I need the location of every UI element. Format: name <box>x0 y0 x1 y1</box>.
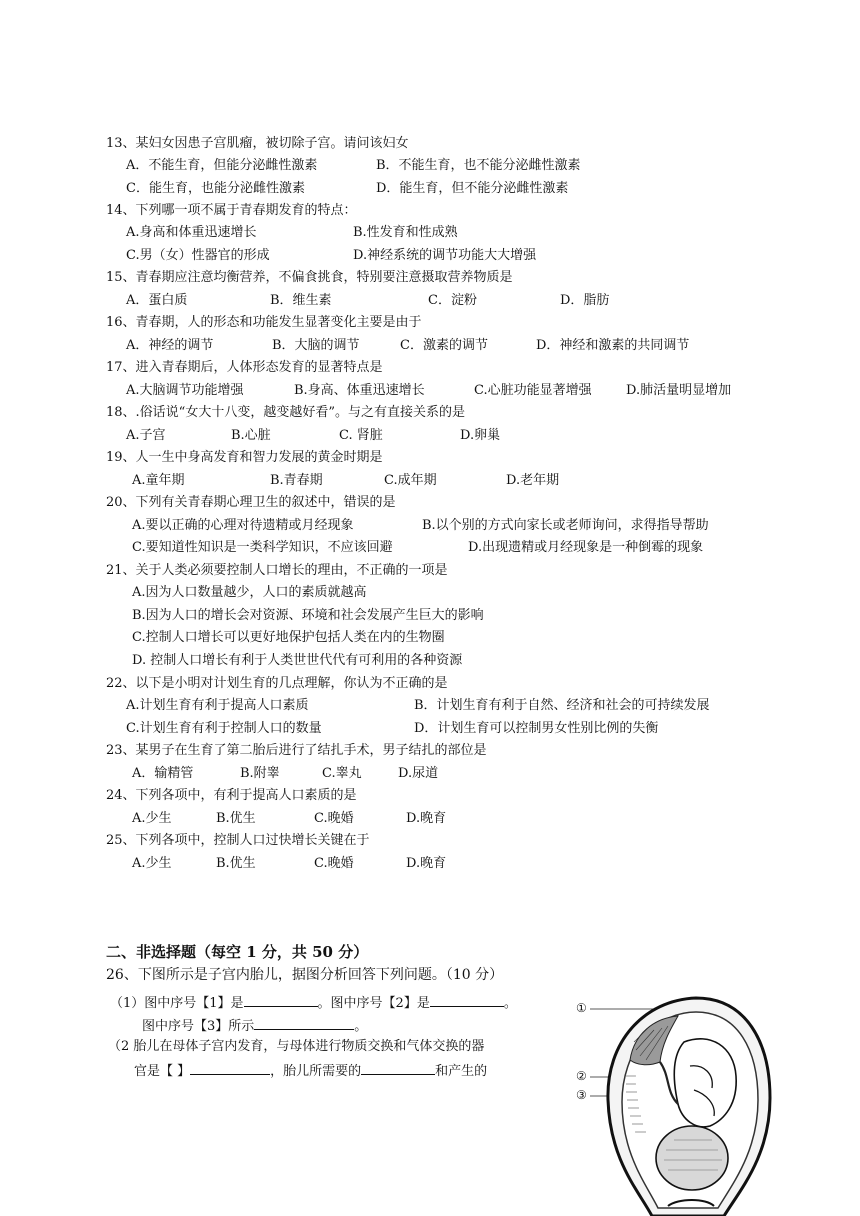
question-20-option-a: A.要以正确的心理对待遗精或月经现象 <box>132 518 354 533</box>
question-25-option-b: B.优生 <box>216 856 256 871</box>
figure-label-3: ③ <box>576 1088 587 1102</box>
question-22-option-d: D．计划生育可以控制男女性别比例的失衡 <box>414 721 659 736</box>
question-26-stem: 26、下图所示是子宫内胎儿，据图分析回答下列问题。（10 分） <box>106 967 504 983</box>
question-21-option-d: D. 控制人口增长有利于人类世世代代有可利用的各种资源 <box>132 653 463 668</box>
question-26-part-2-text-c: ，胎儿所需要的 <box>270 1064 362 1079</box>
question-21-option-a: A.因为人口数量越少，人口的素质就越高 <box>132 585 367 600</box>
question-23-option-c: C.睾丸 <box>322 766 362 781</box>
figure-label-2: ② <box>576 1069 587 1083</box>
answer-blank-5[interactable] <box>361 1060 435 1075</box>
question-24-option-b: B.优生 <box>216 811 256 826</box>
question-16-option-a: A．神经的调节 <box>126 338 214 353</box>
question-14-option-a: A.身高和体重迅速增长 <box>126 225 257 240</box>
question-18-option-d: D.卵巢 <box>460 428 501 443</box>
question-24-option-d: D.晚育 <box>406 811 447 826</box>
question-26-part-1-text-a: （1）图中序号【1】是 <box>110 996 244 1011</box>
question-26-part-1-text-d: 图中序号【3】所示 <box>142 1019 255 1034</box>
question-26-part-2-text-b: 官是【 】 <box>134 1064 191 1079</box>
question-15-option-d: D．脂肪 <box>560 293 610 308</box>
question-21-stem: 21、关于人类必须要控制人口增长的理由，不正确的一项是 <box>106 563 448 578</box>
question-26-part-1-text-b: 。图中序号【2】是 <box>317 996 430 1011</box>
question-24-stem: 24、下列各项中，有利于提高人口素质的是 <box>106 788 357 803</box>
question-22-stem: 22、以下是小明对计划生育的几点理解，你认为不正确的是 <box>106 676 448 691</box>
question-26-part-2-line-1: （2 胎儿在母体子宫内发育，与母体进行物质交换和气体交换的器 <box>108 1039 485 1054</box>
question-21-option-c: C.控制人口增长可以更好地保护包括人类在内的生物圈 <box>132 630 445 645</box>
question-23-stem: 23、某男子在生育了第二胎后进行了结扎手术，男子结扎的部位是 <box>106 743 487 758</box>
question-24-option-a: A.少生 <box>132 811 172 826</box>
question-19-option-d: D.老年期 <box>506 473 560 488</box>
question-23-option-b: B.附睾 <box>240 766 280 781</box>
question-17-stem: 17、进入青春期后，人体形态发育的显著特点是 <box>106 360 383 375</box>
question-19-option-c: C.成年期 <box>384 473 437 488</box>
question-19-stem: 19、人一生中身高发育和智力发展的黄金时期是 <box>106 450 383 465</box>
question-16-option-c: C．激素的调节 <box>400 338 488 353</box>
question-18-option-a: A.子宫 <box>126 428 166 443</box>
question-25-option-d: D.晚育 <box>406 856 447 871</box>
question-18-stem: 18、.俗话说“女大十八变，越变越好看”。与之有直接关系的是 <box>106 405 465 420</box>
question-15-stem: 15、青春期应注意均衡营养，不偏食挑食，特别要注意摄取营养物质是 <box>106 270 513 285</box>
question-24-option-c: C.晚婚 <box>314 811 354 826</box>
question-22-option-c: C.计划生育有利于控制人口的数量 <box>126 721 322 736</box>
question-26-part-1-line-2 <box>142 1015 367 1036</box>
question-25-option-c: C.晚婚 <box>314 856 354 871</box>
question-15-option-c: C．淀粉 <box>428 293 477 308</box>
section-2-title: 二、非选择题（每空 1 分，共 50 分） <box>106 943 369 961</box>
question-22-option-b: B．计划生育有利于自然、经济和社会的可持续发展 <box>414 698 710 713</box>
question-17-option-b: B.身高、体重迅速增长 <box>294 383 425 398</box>
answer-blank-4[interactable] <box>190 1060 270 1075</box>
question-26-part-2-text-d: 和产生的 <box>435 1064 488 1079</box>
question-14-option-b: B.性发育和性成熟 <box>353 225 458 240</box>
question-26-part-1-text-e: 。 <box>354 1019 368 1034</box>
question-22-option-a: A.计划生育有利于提高人口素质 <box>126 698 309 713</box>
question-19-option-b: B.青春期 <box>270 473 323 488</box>
question-15-option-a: A．蛋白质 <box>126 293 188 308</box>
question-20-option-c: C.要知道性知识是一类科学知识，不应该回避 <box>132 540 393 555</box>
question-23-option-a: A．输精管 <box>132 766 194 781</box>
question-17-option-c: C.心脏功能显著增强 <box>474 383 592 398</box>
question-18-option-c: C. 肾脏 <box>339 428 383 443</box>
answer-blank-2[interactable] <box>430 992 504 1007</box>
question-14-option-c: C.男（女）性器官的形成 <box>126 248 270 263</box>
question-13-stem: 13、某妇女因患子宫肌瘤，被切除子宫。请问该妇女 <box>106 136 409 151</box>
figure-label-1: ① <box>576 1001 587 1015</box>
question-19-option-a: A.童年期 <box>132 473 185 488</box>
question-21-option-b: B.因为人口的增长会对资源、环境和社会发展产生巨大的影响 <box>132 608 484 623</box>
question-25-stem: 25、下列各项中，控制人口过快增长关键在于 <box>106 833 370 848</box>
question-13-option-d: D．能生育，但不能分泌雌性激素 <box>376 181 569 196</box>
question-18-option-b: B.心脏 <box>231 428 271 443</box>
question-13-option-c: C．能生育，也能分泌雌性激素 <box>126 181 305 196</box>
question-16-option-b: B．大脑的调节 <box>272 338 360 353</box>
question-17-option-d: D.肺活量明显增加 <box>626 383 732 398</box>
question-16-stem: 16、青春期，人的形态和功能发生显著变化主要是由于 <box>106 315 422 330</box>
question-15-option-b: B．维生素 <box>270 293 332 308</box>
question-17-option-a: A.大脑调节功能增强 <box>126 383 244 398</box>
question-26-part-1-line-1 <box>110 992 517 1013</box>
answer-blank-3[interactable] <box>254 1015 354 1030</box>
question-20-stem: 20、下列有关青春期心理卫生的叙述中，错误的是 <box>106 495 396 510</box>
question-26-part-2-line-2 <box>134 1060 487 1081</box>
fetus-in-uterus-illustration-icon <box>574 980 774 1216</box>
question-23-option-d: D.尿道 <box>398 766 439 781</box>
question-26-part-1-text-c: 。 <box>503 996 517 1011</box>
answer-blank-1[interactable] <box>244 992 318 1007</box>
question-13-option-b: B．不能生育，也不能分泌雌性激素 <box>376 158 581 173</box>
question-16-option-d: D．神经和激素的共同调节 <box>536 338 690 353</box>
question-13-option-a: A．不能生育，但能分泌雌性激素 <box>126 158 318 173</box>
question-14-option-d: D.神经系统的调节功能大大增强 <box>353 248 537 263</box>
question-20-option-d: D.出现遗精或月经现象是一种倒霉的现象 <box>468 540 704 555</box>
question-25-option-a: A.少生 <box>132 856 172 871</box>
question-20-option-b: B.以个别的方式向家长或老师询问，求得指导帮助 <box>422 518 709 533</box>
question-14-stem: 14、下列哪一项不属于青春期发育的特点： <box>106 203 357 218</box>
